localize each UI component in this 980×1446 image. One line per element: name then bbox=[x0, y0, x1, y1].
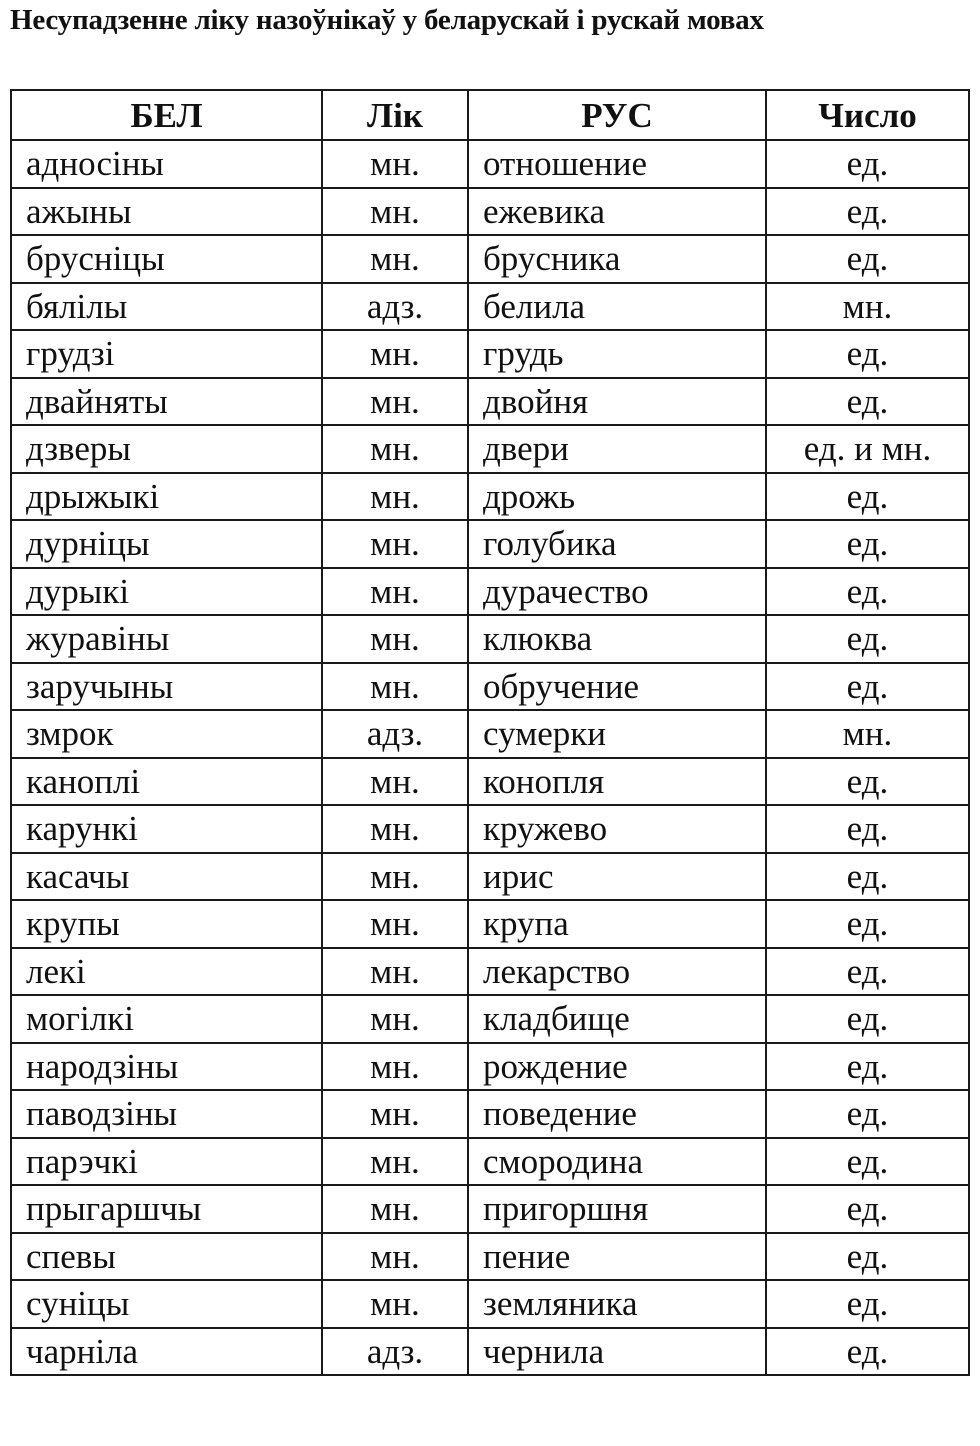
table-row bbox=[11, 520, 969, 568]
cell-rus-number: ед. bbox=[766, 188, 969, 236]
cell-bel-word: касачы bbox=[11, 853, 322, 901]
cell-bel-word: дзверы bbox=[11, 425, 322, 473]
cell-bel-word: парэчкі bbox=[11, 1138, 322, 1186]
table-row bbox=[11, 1233, 969, 1281]
cell-bel-number: мн. bbox=[322, 425, 468, 473]
cell-rus-number: ед. bbox=[766, 948, 969, 996]
cell-bel-word: суніцы bbox=[11, 1280, 322, 1328]
cell-bel-word: брусніцы bbox=[11, 235, 322, 283]
table-row bbox=[11, 853, 969, 901]
cell-rus-number: ед. bbox=[766, 853, 969, 901]
cell-rus-word: обручение bbox=[468, 663, 766, 711]
header-rus: РУС bbox=[468, 90, 766, 140]
cell-rus-word: сумерки bbox=[468, 710, 766, 758]
cell-bel-number: мн. bbox=[322, 378, 468, 426]
cell-rus-number: ед. bbox=[766, 805, 969, 853]
cell-rus-word: грудь bbox=[468, 330, 766, 378]
table-row bbox=[11, 473, 969, 521]
cell-bel-word: карункі bbox=[11, 805, 322, 853]
table-row bbox=[11, 1328, 969, 1376]
table-row bbox=[11, 995, 969, 1043]
cell-rus-number: ед. bbox=[766, 473, 969, 521]
cell-bel-number: мн. bbox=[322, 473, 468, 521]
cell-rus-number: ед. bbox=[766, 995, 969, 1043]
cell-rus-word: крупа bbox=[468, 900, 766, 948]
cell-bel-number: мн. bbox=[322, 948, 468, 996]
cell-rus-number: ед. bbox=[766, 568, 969, 616]
cell-rus-number: ед. bbox=[766, 330, 969, 378]
cell-rus-word: белила bbox=[468, 283, 766, 331]
cell-bel-word: грудзі bbox=[11, 330, 322, 378]
cell-rus-word: поведение bbox=[468, 1090, 766, 1138]
header-bel-number: Лік bbox=[322, 90, 468, 140]
table-row bbox=[11, 710, 969, 758]
cell-bel-number: мн. bbox=[322, 188, 468, 236]
cell-rus-number: мн. bbox=[766, 283, 969, 331]
table-row bbox=[11, 948, 969, 996]
table-row bbox=[11, 805, 969, 853]
cell-rus-word: голубика bbox=[468, 520, 766, 568]
cell-rus-word: дурачество bbox=[468, 568, 766, 616]
cell-rus-number: ед. bbox=[766, 520, 969, 568]
cell-bel-number: мн. bbox=[322, 1043, 468, 1091]
cell-rus-number: ед. bbox=[766, 1138, 969, 1186]
table-row bbox=[11, 758, 969, 806]
header-bel: БЕЛ bbox=[11, 90, 322, 140]
page-title: Несупадзенне ліку назоўнікаў у беларускай і рускай мовах bbox=[10, 4, 764, 36]
cell-bel-number: мн. bbox=[322, 663, 468, 711]
cell-bel-number: адз. bbox=[322, 1328, 468, 1376]
cell-rus-word: ирис bbox=[468, 853, 766, 901]
cell-bel-number: мн. bbox=[322, 1280, 468, 1328]
cell-bel-word: лекі bbox=[11, 948, 322, 996]
cell-bel-number: мн. bbox=[322, 235, 468, 283]
cell-rus-word: отношение bbox=[468, 140, 766, 188]
cell-rus-number: ед. bbox=[766, 1280, 969, 1328]
cell-rus-word: дрожь bbox=[468, 473, 766, 521]
header-rus-number: Число bbox=[766, 90, 969, 140]
cell-bel-word: дурыкі bbox=[11, 568, 322, 616]
cell-rus-number: ед. bbox=[766, 378, 969, 426]
cell-rus-word: рождение bbox=[468, 1043, 766, 1091]
cell-bel-word: спевы bbox=[11, 1233, 322, 1281]
cell-rus-word: клюква bbox=[468, 615, 766, 663]
table-row bbox=[11, 425, 969, 473]
cell-bel-word: двайняты bbox=[11, 378, 322, 426]
cell-bel-word: могілкі bbox=[11, 995, 322, 1043]
table-row bbox=[11, 615, 969, 663]
cell-rus-word: конопля bbox=[468, 758, 766, 806]
cell-rus-number: ед. bbox=[766, 1043, 969, 1091]
cell-bel-number: мн. bbox=[322, 615, 468, 663]
cell-rus-number: ед. bbox=[766, 1185, 969, 1233]
cell-rus-word: пение bbox=[468, 1233, 766, 1281]
table-header bbox=[11, 90, 969, 140]
noun-number-table bbox=[10, 89, 970, 1376]
cell-bel-word: чарніла bbox=[11, 1328, 322, 1376]
cell-rus-word: ежевика bbox=[468, 188, 766, 236]
table-row bbox=[11, 900, 969, 948]
table-row bbox=[11, 663, 969, 711]
cell-bel-word: адносіны bbox=[11, 140, 322, 188]
cell-bel-number: мн. bbox=[322, 520, 468, 568]
cell-bel-word: ажыны bbox=[11, 188, 322, 236]
cell-bel-number: мн. bbox=[322, 853, 468, 901]
cell-rus-word: пригоршня bbox=[468, 1185, 766, 1233]
cell-rus-word: двери bbox=[468, 425, 766, 473]
cell-rus-number: ед. bbox=[766, 758, 969, 806]
cell-bel-word: каноплі bbox=[11, 758, 322, 806]
cell-rus-word: кружево bbox=[468, 805, 766, 853]
cell-bel-number: мн. bbox=[322, 140, 468, 188]
cell-bel-number: мн. bbox=[322, 1090, 468, 1138]
cell-bel-number: мн. bbox=[322, 900, 468, 948]
cell-bel-number: мн. bbox=[322, 1233, 468, 1281]
cell-rus-word: смородина bbox=[468, 1138, 766, 1186]
cell-bel-word: народзіны bbox=[11, 1043, 322, 1091]
cell-rus-number: ед. bbox=[766, 235, 969, 283]
cell-bel-number: мн. bbox=[322, 805, 468, 853]
table-row bbox=[11, 283, 969, 331]
table-row bbox=[11, 1138, 969, 1186]
cell-bel-number: мн. bbox=[322, 995, 468, 1043]
cell-bel-word: дрыжыкі bbox=[11, 473, 322, 521]
cell-bel-word: дурніцы bbox=[11, 520, 322, 568]
table-body bbox=[11, 140, 969, 1375]
table-row bbox=[11, 1185, 969, 1233]
cell-rus-number: ед. bbox=[766, 1233, 969, 1281]
cell-bel-number: адз. bbox=[322, 710, 468, 758]
cell-rus-word: чернила bbox=[468, 1328, 766, 1376]
cell-bel-word: прыгаршчы bbox=[11, 1185, 322, 1233]
table-row bbox=[11, 378, 969, 426]
cell-rus-number: ед. bbox=[766, 615, 969, 663]
cell-rus-number: мн. bbox=[766, 710, 969, 758]
cell-bel-number: мн. bbox=[322, 568, 468, 616]
cell-rus-word: земляника bbox=[468, 1280, 766, 1328]
cell-rus-word: брусника bbox=[468, 235, 766, 283]
cell-bel-number: мн. bbox=[322, 1138, 468, 1186]
cell-bel-number: мн. bbox=[322, 758, 468, 806]
table-row bbox=[11, 1090, 969, 1138]
cell-bel-word: заручыны bbox=[11, 663, 322, 711]
cell-rus-number: ед. bbox=[766, 900, 969, 948]
table-row bbox=[11, 235, 969, 283]
header-row bbox=[11, 90, 969, 140]
cell-bel-number: мн. bbox=[322, 330, 468, 378]
cell-rus-word: лекарство bbox=[468, 948, 766, 996]
cell-rus-number: ед. bbox=[766, 140, 969, 188]
table-row bbox=[11, 1280, 969, 1328]
cell-bel-word: крупы bbox=[11, 900, 322, 948]
table-row bbox=[11, 568, 969, 616]
cell-rus-number: ед. и мн. bbox=[766, 425, 969, 473]
table-row bbox=[11, 1043, 969, 1091]
cell-rus-number: ед. bbox=[766, 1328, 969, 1376]
table-row bbox=[11, 188, 969, 236]
cell-rus-word: двойня bbox=[468, 378, 766, 426]
table-row bbox=[11, 330, 969, 378]
cell-bel-word: журавіны bbox=[11, 615, 322, 663]
cell-bel-number: мн. bbox=[322, 1185, 468, 1233]
cell-bel-word: змрок bbox=[11, 710, 322, 758]
cell-bel-word: бялілы bbox=[11, 283, 322, 331]
cell-rus-number: ед. bbox=[766, 1090, 969, 1138]
cell-rus-number: ед. bbox=[766, 663, 969, 711]
cell-bel-number: адз. bbox=[322, 283, 468, 331]
table-row bbox=[11, 140, 969, 188]
cell-rus-word: кладбище bbox=[468, 995, 766, 1043]
cell-bel-word: паводзіны bbox=[11, 1090, 322, 1138]
